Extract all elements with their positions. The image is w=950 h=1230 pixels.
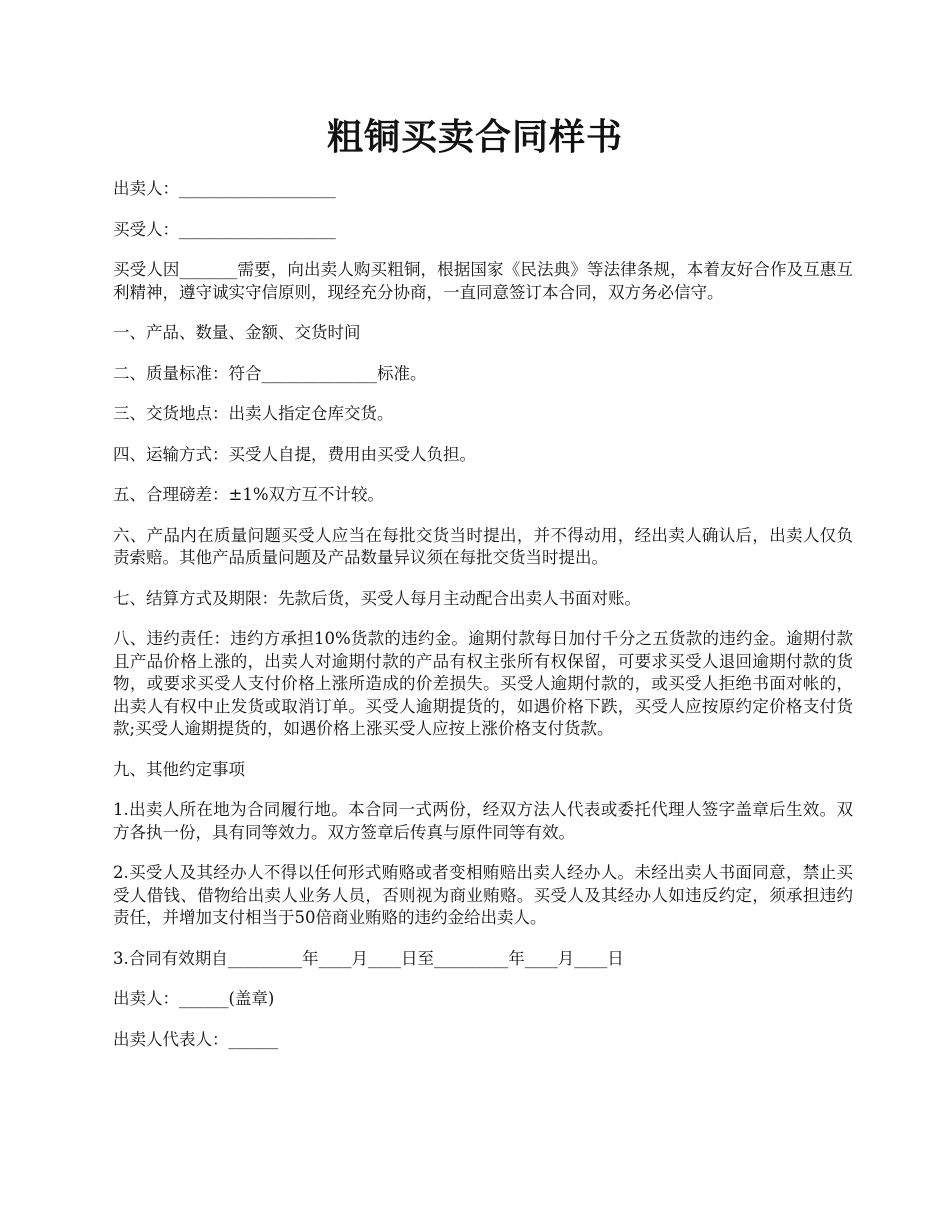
clause-8-liability: 八、违约责任：违约方承担10%货款的违约金。逾期付款每日加付千分之五货款的违约金。逾期付款且产品价格上涨的，出卖人对逾期付款的产品有权主张所有权保留，可要求买受人退回逾期付款的货物，或要求买受人支付价格上涨所造成的价差损失。买受人逾期付款的，或买受人拒绝书面对帐的，出卖人有权中止发货或取消订单。买受人逾期提货的，如遇价格下跌，买受人应按原约定价格支付货款;买受人逾期提货的，如遇价格上涨买受人应按上涨价格支付货款。	[113, 629, 853, 738]
clause-6-quality-issues: 六、产品内在质量问题买受人应当在每批交货当时提出，并不得动用，经出卖人确认后，出卖人仅负责索赔。其他产品质量问题及产品数量异议须在每批交货当时提出。	[113, 525, 853, 567]
clause-9-item-3: 3.合同有效期自_________年____月____日至_________年____月____日	[113, 948, 624, 968]
clause-9-heading: 九、其他约定事项	[113, 759, 245, 779]
buyer-line: 买受人：___________________	[113, 219, 336, 239]
clause-3-delivery-location: 三、交货地点：出卖人指定仓库交货。	[113, 404, 394, 423]
clause-7-settlement: 七、结算方式及期限：先款后货，买受人每月主动配合出卖人书面对账。	[113, 588, 641, 608]
clause-5-tolerance: 五、合理磅差：±1%双方互不计较。	[113, 485, 385, 504]
document-title: 粗铜买卖合同样书	[326, 116, 623, 158]
clause-2-quality: 二、质量标准：符合______________标准。	[113, 363, 427, 383]
document-body	[113, 178, 853, 1069]
preamble-paragraph: 买受人因_______需要，向出卖人购买粗铜，根据国家《民法典》等法律条规，本着友好合作及互惠互利精神，遵守诚实守信原则，现经充分协商，一直同意签订本合同，双方务必信守。	[113, 260, 853, 302]
seller-line: 出卖人：___________________	[113, 179, 336, 198]
clause-4-transport: 四、运输方式：买受人自提，费用由买受人负担。	[113, 444, 476, 464]
seller-representative-line: 出卖人代表人：______	[113, 1029, 278, 1049]
seller-signature-line: 出卖人：______(盖章)	[113, 989, 275, 1008]
clause-1-heading: 一、产品、数量、金额、交货时间	[113, 323, 361, 342]
clause-9-item-1: 1.出卖人所在地为合同履行地。本合同一式两份，经双方法人代表或委托代理人签字盖章后生效。双方各执一份，具有同等效力。双方签章后传真与原件同等有效。	[113, 800, 853, 842]
clause-9-item-2: 2.买受人及其经办人不得以任何形式贿赂或者变相贿赔出卖人经办人。未经出卖人书面同意，禁止买受人借钱、借物给出卖人业务人员，否则视为商业贿赂。买受人及其经办人如违反约定，须承担违约责任，并增加支付相当于50倍商业贿赂的违约金给出卖人。	[113, 863, 853, 927]
